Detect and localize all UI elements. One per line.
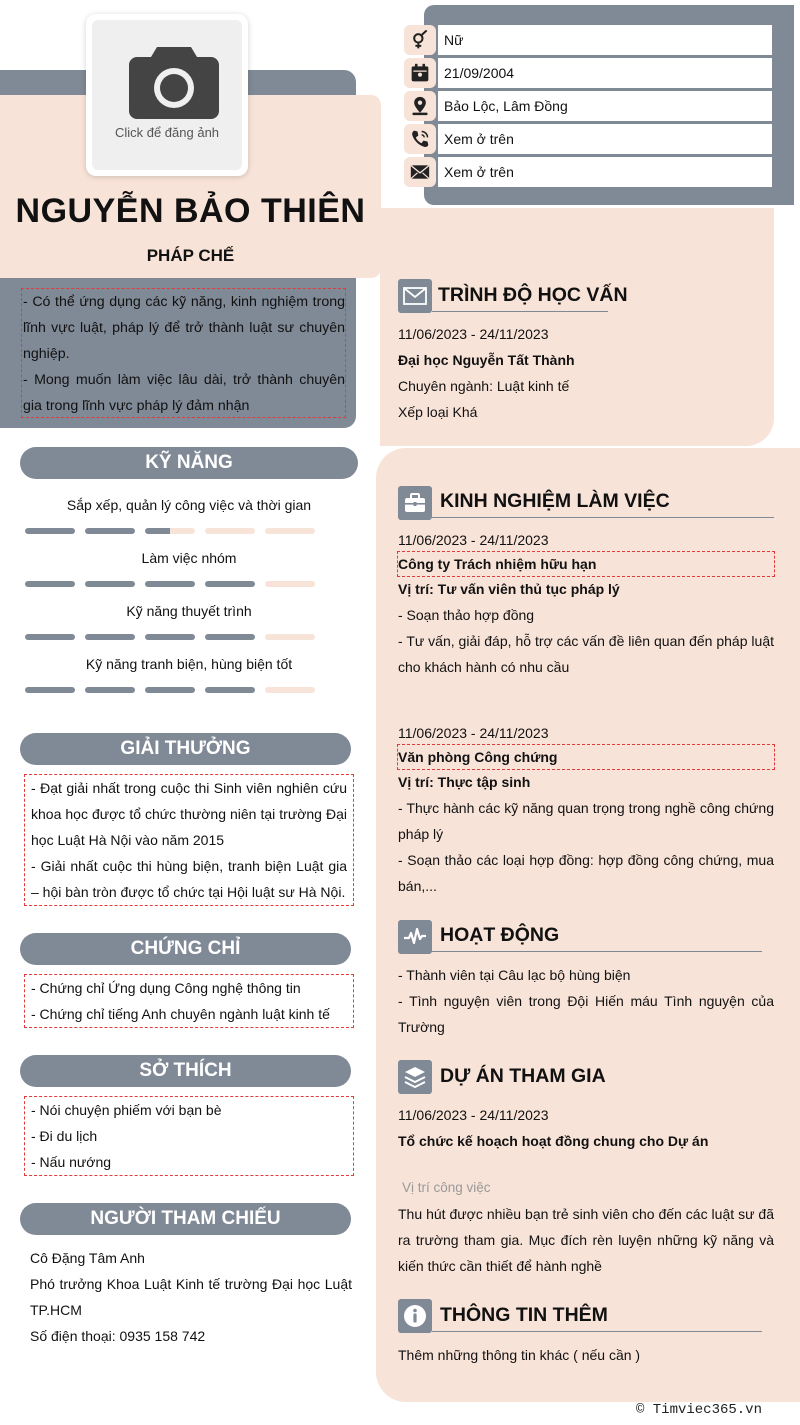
hobbies-content[interactable] [24, 1096, 354, 1176]
experience-job-details[interactable] [398, 576, 774, 680]
skill-rating-segment [265, 528, 315, 534]
location-icon [404, 91, 436, 121]
contact-phone-value[interactable]: Xem ở trên [438, 124, 772, 154]
activities-heading-underline [432, 951, 762, 952]
awards-heading[interactable]: GIẢI THƯỞNG [20, 733, 351, 765]
education-heading-underline [432, 311, 608, 312]
reference-name: Cô Đặng Tâm Anh [30, 1250, 145, 1266]
reference-title: Phó trưởng Khoa Luật Kinh tế trường Đại học Luật TP.HCM [30, 1276, 352, 1318]
education-grade: Xếp loại Khá [398, 404, 478, 420]
skill-rating-segment [205, 634, 255, 640]
contact-address-value[interactable]: Bảo Lộc, Lâm Đồng [438, 91, 772, 121]
skill-rating-segment [205, 687, 255, 693]
skill-rating[interactable] [25, 581, 315, 587]
envelope-icon [403, 284, 427, 308]
activity-item: - Tình nguyện viên trong Đội Hiến máu Tình nguyện của Trường [398, 993, 774, 1035]
experience-task: - Thực hành các kỹ năng quan trọng trong nghề công chứng pháp lý [398, 800, 774, 842]
experience-heading[interactable]: KINH NGHIỆM LÀM VIỆC [440, 490, 670, 512]
skill-rating[interactable] [25, 687, 315, 693]
skill-rating-segment [145, 528, 195, 534]
skill-rating-segment [265, 581, 315, 587]
info-icon [403, 1304, 427, 1328]
experience-section-icon [398, 486, 432, 520]
avatar-placeholder[interactable] [92, 20, 242, 170]
experience-job-date[interactable]: 11/06/2023 - 24/11/2023 [398, 532, 549, 548]
skill-rating-segment [85, 687, 135, 693]
skill-rating-segment [265, 687, 315, 693]
skill-rating-segment [85, 581, 135, 587]
skill-rating-segment [205, 581, 255, 587]
awards-content[interactable] [24, 774, 354, 906]
project-position-field[interactable]: Vị trí công việc [402, 1180, 491, 1195]
experience-job-company[interactable]: Văn phòng Công chứng [397, 744, 775, 770]
certificate-item: - Chứng chỉ Ứng dụng Công nghệ thông tin [31, 980, 301, 996]
extra-heading-underline [432, 1331, 762, 1332]
education-school: Đại học Nguyễn Tất Thành [398, 352, 575, 368]
extra-section-icon [398, 1299, 432, 1333]
experience-heading-underline [432, 517, 774, 518]
job-title[interactable]: PHÁP CHẾ [146, 246, 235, 265]
award-item: - Giải nhất cuộc thi hùng biện, tranh biện Luật gia – hội bàn tròn được tổ chức tại Hội luật sư Hà Nội. [31, 858, 347, 900]
project-date: 11/06/2023 - 24/11/2023 [398, 1107, 549, 1123]
skill-rating-segment [25, 687, 75, 693]
education-content[interactable] [398, 321, 774, 425]
education-date: 11/06/2023 - 24/11/2023 [398, 326, 549, 342]
contact-phone[interactable] [404, 124, 772, 154]
heartbeat-icon [403, 925, 427, 949]
skill-rating-segment [25, 581, 75, 587]
extra-content[interactable]: Thêm những thông tin khác ( nếu cần ) [398, 1347, 641, 1363]
experience-job-date[interactable]: 11/06/2023 - 24/11/2023 [398, 725, 549, 741]
skill-rating-segment [145, 634, 195, 640]
project-description[interactable]: Thu hút được nhiều bạn trẻ sinh viên cho đến các luật sư đã ra trường tham gia. Mục đích rèn luyện những kỹ năng và kiến thức cần thiết để hành nghề [398, 1206, 774, 1274]
project-details[interactable] [398, 1102, 774, 1154]
experience-job-details[interactable] [398, 769, 774, 899]
activities-content[interactable] [398, 962, 774, 1040]
skill-rating-segment [205, 528, 255, 534]
hobbies-heading[interactable]: SỞ THÍCH [20, 1055, 351, 1087]
experience-job-company[interactable]: Công ty Trách nhiệm hữu hạn [397, 551, 775, 577]
skill-name[interactable]: Kỹ năng tranh biện, hùng biện tốt [85, 656, 293, 672]
skill-rating-segment [85, 634, 135, 640]
education-section-icon [398, 279, 432, 313]
experience-task: - Tư vấn, giải đáp, hỗ trợ các vấn đề liên quan đến pháp luật cho khách hành có nhu cầu [398, 633, 774, 675]
skill-rating-segment [25, 528, 75, 534]
certificates-heading[interactable]: CHỨNG CHỈ [20, 933, 351, 965]
hobby-item: - Đi du lịch [31, 1128, 98, 1144]
skill-name[interactable]: Kỹ năng thuyết trình [126, 603, 252, 619]
skill-rating-segment [145, 687, 195, 693]
activities-section-icon [398, 920, 432, 954]
contact-birthdate-value[interactable]: 21/09/2004 [438, 58, 772, 88]
watermark: © Timviec365.vn [635, 1402, 762, 1418]
email-icon [404, 157, 436, 187]
avatar-caption: Click để đăng ảnh [114, 125, 220, 140]
phone-icon [404, 124, 436, 154]
education-major: Chuyên ngành: Luật kinh tế [398, 378, 570, 394]
gender-icon [404, 25, 436, 55]
activity-item: - Thành viên tại Câu lạc bộ hùng biện [398, 967, 631, 983]
briefcase-icon [403, 491, 427, 515]
calendar-icon [404, 58, 436, 88]
skill-rating-segment [85, 528, 135, 534]
reference-phone: Số điện thoại: 0935 158 742 [30, 1328, 206, 1344]
hobby-item: - Nấu nướng [31, 1154, 112, 1170]
skills-heading[interactable]: KỸ NĂNG [20, 447, 358, 479]
objective-line: - Có thể ứng dụng các kỹ năng, kinh nghiệm trong lĩnh vực luật, pháp lý để trở thành luật sư chuyên nghiệp. [23, 294, 345, 362]
experience-job-position: Vị trí: Tư vấn viên thủ tục pháp lý [398, 581, 620, 597]
experience-job-position: Vị trí: Thực tập sinh [398, 774, 531, 790]
contact-gender[interactable] [404, 25, 772, 55]
award-item: - Đạt giải nhất trong cuộc thi Sinh viên nghiên cứu khoa học được tổ chức thường niên tại trường Đại học Luật Hà Nội vào năm 2015 [31, 780, 347, 848]
full-name[interactable]: NGUYỄN BẢO THIÊN [15, 192, 366, 230]
education-heading[interactable]: TRÌNH ĐỘ HỌC VẤN [438, 284, 628, 306]
skill-rating-segment [265, 634, 315, 640]
avatar-upload[interactable] [86, 14, 248, 176]
contact-email[interactable] [404, 157, 772, 187]
experience-task: - Soạn thảo các loại hợp đồng: hợp đồng công chứng, mua bán,... [398, 852, 774, 894]
layers-icon [403, 1065, 427, 1089]
references-heading[interactable]: NGƯỜI THAM CHIẾU [20, 1203, 351, 1235]
skill-rating[interactable] [25, 528, 315, 534]
activities-heading[interactable]: HOẠT ĐỘNG [440, 924, 560, 946]
experience-task: - Soạn thảo hợp đồng [398, 607, 535, 623]
skill-rating-segment [25, 634, 75, 640]
contact-birthdate[interactable] [404, 58, 772, 88]
skill-rating[interactable] [25, 634, 315, 640]
objective-line: - Mong muốn làm việc lâu dài, trở thành chuyên gia trong lĩnh vực pháp lý đảm nhận [23, 372, 345, 414]
skill-name[interactable]: Sắp xếp, quản lý công việc và thời gian [66, 497, 312, 513]
camera-icon [129, 41, 219, 121]
contact-email-value[interactable]: Xem ở trên [438, 157, 772, 187]
skill-name[interactable]: Làm việc nhóm [141, 550, 237, 566]
career-objective[interactable] [21, 288, 346, 418]
references-content[interactable] [30, 1245, 352, 1349]
projects-heading[interactable]: DỰ ÁN THAM GIA [440, 1065, 606, 1087]
skill-rating-segment [145, 581, 195, 587]
project-name: Tổ chức kế hoạch hoạt đồng chung cho Dự án [398, 1133, 709, 1149]
hobby-item: - Nói chuyện phiếm với bạn bè [31, 1102, 222, 1118]
extra-heading[interactable]: THÔNG TIN THÊM [440, 1304, 608, 1326]
certificate-item: - Chứng chỉ tiếng Anh chuyên ngành luật kinh tế [31, 1006, 330, 1022]
projects-section-icon [398, 1060, 432, 1094]
contact-address[interactable] [404, 91, 772, 121]
certificates-content[interactable] [24, 974, 354, 1028]
contact-gender-value[interactable]: Nữ [438, 25, 772, 55]
